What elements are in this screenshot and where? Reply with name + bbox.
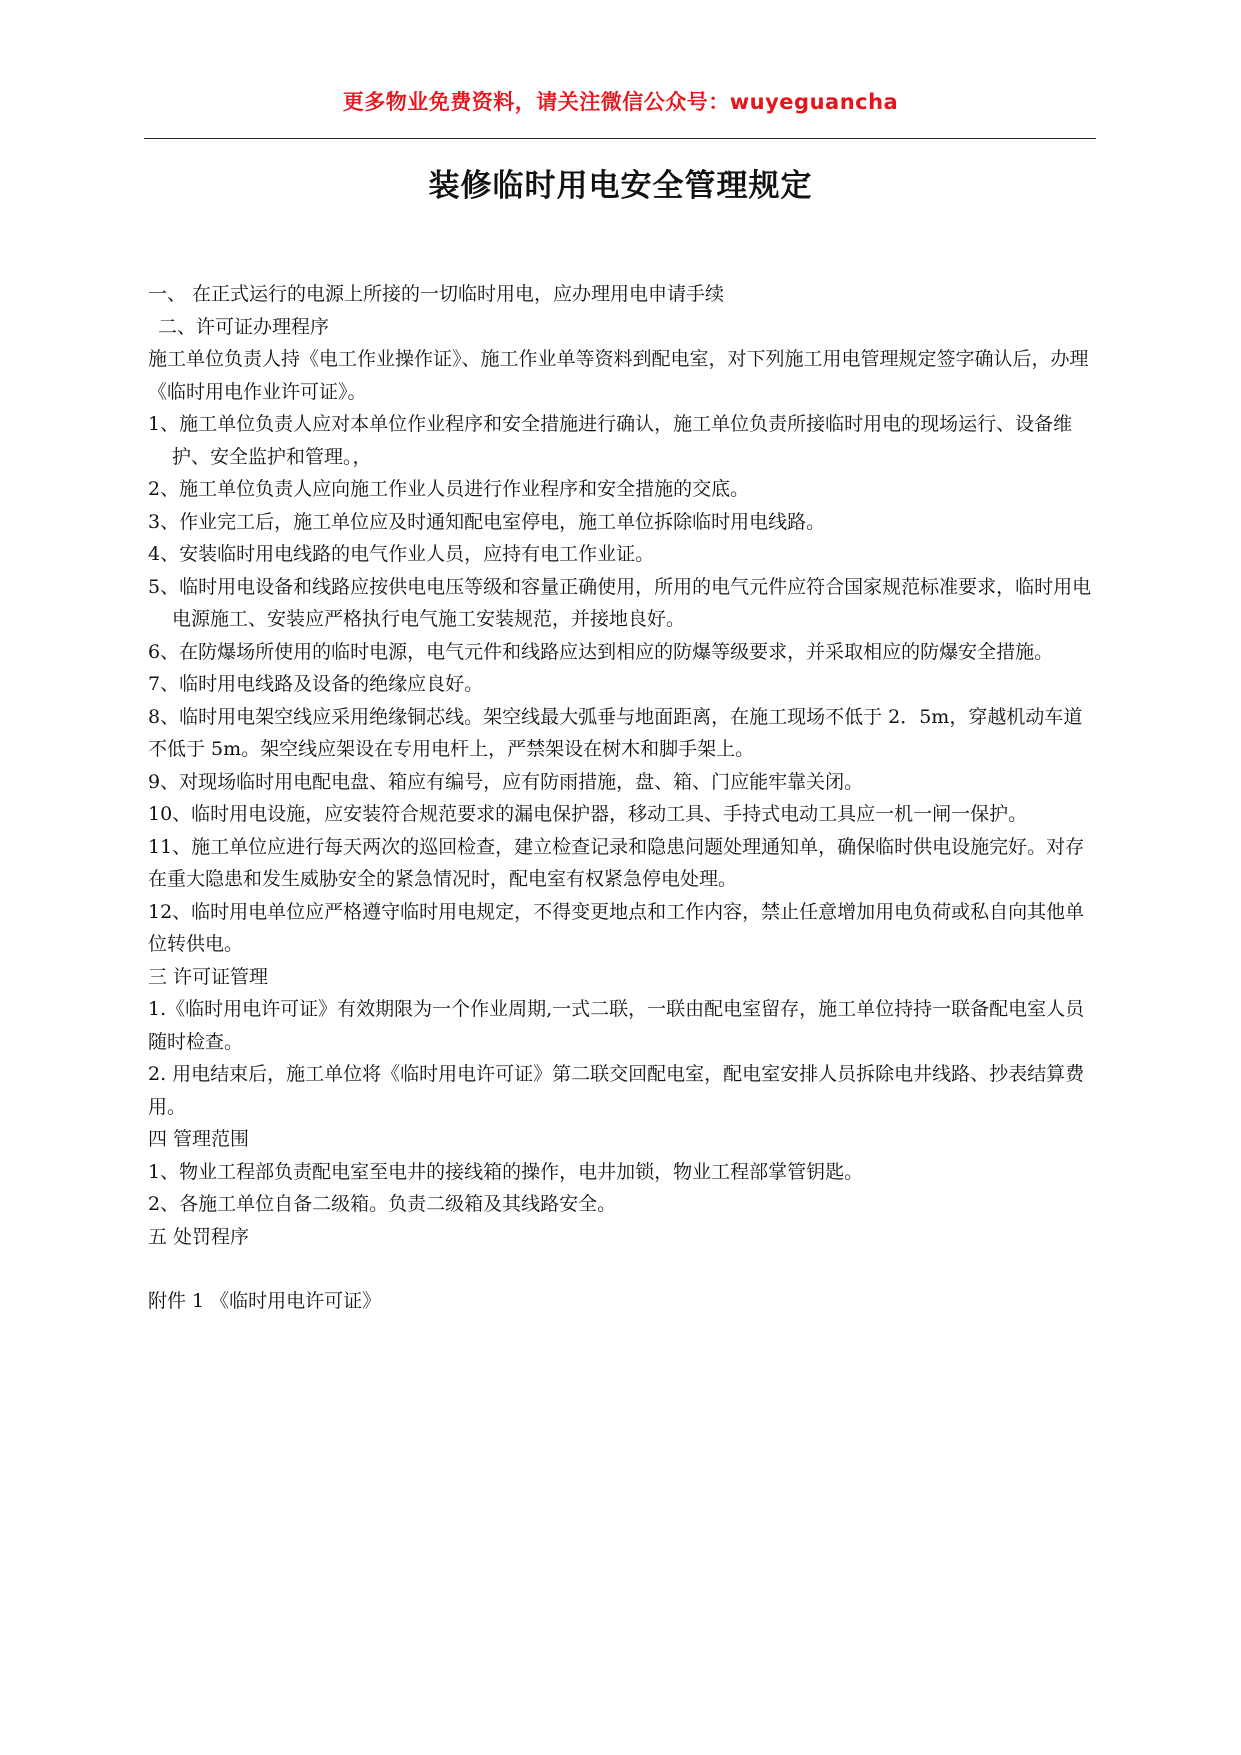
rule-item-6: 6、在防爆场所使用的临时电源，电气元件和线路应达到相应的防爆等级要求，并采取相应的防爆安全措施。 — [148, 640, 1054, 663]
document-title: 装修临时用电安全管理规定 — [428, 168, 813, 204]
rule-item-1: 1、施工单位负责人应对本单位作业程序和安全措施进行确认，施工单位负责所接临时用电的现场运行、设备维护、安全监护和管理。， — [148, 413, 1073, 468]
section-1-heading: 一、 在正式运行的电源上所接的一切临时用电，应办理用电申请手续 — [148, 283, 725, 305]
document-body — [148, 278, 1096, 1318]
section-5-heading: 五 处罚程序 — [148, 1225, 250, 1248]
scope-item-1: 1、物业工程部负责配电室至电井的接线箱的操作，电井加锁，物业工程部掌管钥匙。 — [148, 1160, 864, 1183]
section-2-heading: 二、许可证办理程序 — [158, 315, 330, 338]
rule-item-7: 7、临时用电线路及设备的绝缘应良好。 — [148, 673, 484, 695]
section-4-heading: 四 管理范围 — [148, 1128, 250, 1150]
permit-item-2: 2. 用电结束后，施工单位将《临时用电许可证》第二联交回配电室，配电室安排人员拆除电井线路、抄表结算费用。 — [148, 1063, 1085, 1118]
rule-item-10: 10、临时用电设施，应安装符合规范要求的漏电保护器，移动工具、手持式电动工具应一机一闸一保护。 — [148, 803, 1028, 825]
rule-item-4: 4、安装临时用电线路的电气作业人员，应持有电工作业证。 — [148, 543, 655, 565]
attachment-line: 附件 1 《临时用电许可证》 — [148, 1290, 382, 1312]
scope-item-2: 2、各施工单位自备二级箱。负责二级箱及其线路安全。 — [148, 1193, 617, 1215]
rule-item-2: 2、施工单位负责人应向施工作业人员进行作业程序和安全措施的交底。 — [148, 478, 750, 500]
section-3-heading: 三 许可证管理 — [148, 965, 269, 988]
rule-item-12: 12、临时用电单位应严格遵守临时用电规定，不得变更地点和工作内容，禁止任意增加用电负荷或私自向其他单位转供电。 — [148, 900, 1085, 955]
rule-item-3: 3、作业完工后，施工单位应及时通知配电室停电，施工单位拆除临时用电线路。 — [148, 510, 826, 533]
paragraph-gap — [148, 1253, 1096, 1285]
permit-item-1: 1.《临时用电许可证》有效期限为一个作业周期,一式二联，一联由配电室留存，施工单位持持一联备配电室人员随时检查。 — [148, 998, 1085, 1053]
rule-item-8: 8、临时用电架空线应采用绝缘铜芯线。架空线最大弧垂与地面距离，在施工现场不低于 2．5m，穿越机动车道不低于 5m。架空线应架设在专用电杆上，严禁架设在树木和脚手架上。 — [148, 705, 1083, 760]
promo-header: 更多物业免费资料，请关注微信公众号：wuyeguancha — [342, 90, 899, 114]
header-divider — [144, 138, 1096, 139]
rule-item-5: 5、临时用电设备和线路应按供电电压等级和容量正确使用，所用的电气元件应符合国家规范标准要求，临时用电电源施工、安装应严格执行电气施工安装规范，并接地良好。 — [148, 575, 1092, 630]
rule-item-9: 9、对现场临时用电配电盘、箱应有编号，应有防雨措施，盘、箱、门应能牢靠关闭。 — [148, 770, 864, 793]
section-2-intro: 施工单位负责人持《电工作业操作证》、施工作业单等资料到配电室，对下列施工用电管理规定签字确认后，办理《临时用电作业许可证》。 — [148, 348, 1089, 403]
rule-item-11: 11、施工单位应进行每天两次的巡回检查，建立检查记录和隐患问题处理通知单，确保临时供电设施完好。对存在重大隐患和发生威胁安全的紧急情况时，配电室有权紧急停电处理。 — [148, 835, 1085, 890]
